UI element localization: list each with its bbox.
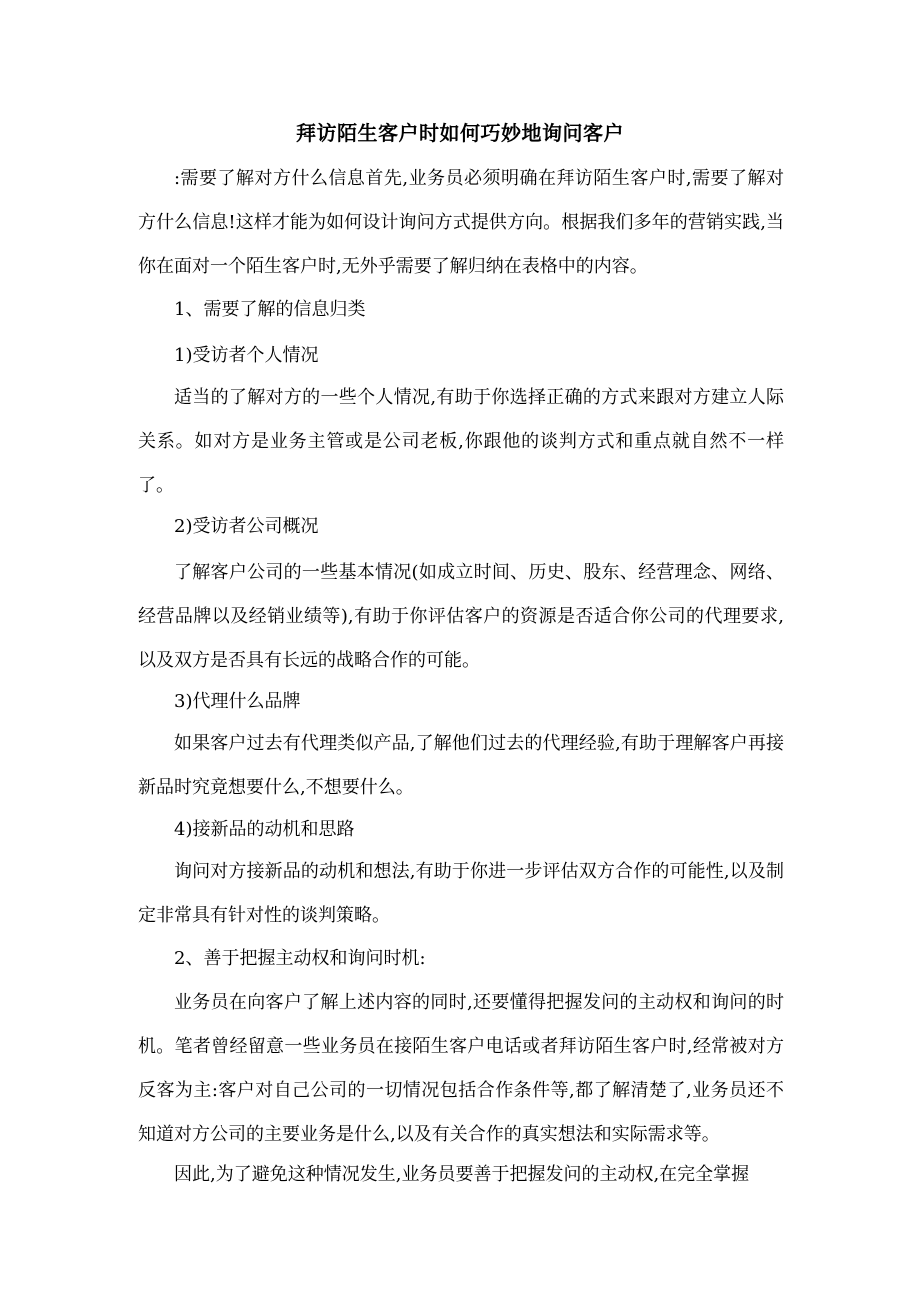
subheading-motivation: 4)接新品的动机和思路 bbox=[174, 819, 355, 840]
intro-paragraph: :需要了解对方什么信息首先,业务员必须明确在拜访陌生客户时,需要了解对方什么信息!这样才能为如何设计询问方式提供方向。根据我们多年的营销实践,当你在面对一个陌生客户时,无外乎需要了解归纳在表格中的内容。 bbox=[138, 168, 784, 277]
subheading-personal-info: 1)受访者个人情况 bbox=[174, 345, 319, 366]
paragraph-brands: 如果客户过去有代理类似产品,了解他们过去的代理经验,有助于理解客户再接新品时究竟想要什么,不想要什么。 bbox=[138, 733, 784, 798]
subheading-company-overview: 2)受访者公司概况 bbox=[174, 516, 319, 537]
paragraph-personal-info: 适当的了解对方的一些个人情况,有助于你选择正确的方式来跟对方建立人际关系。如对方是业务主管或是公司老板,你跟他的谈判方式和重点就自然不一样了。 bbox=[138, 387, 784, 496]
document-title: 拜访陌生客户时如何巧妙地询问客户 bbox=[296, 121, 624, 145]
section-heading-info-categories: 1、需要了解的信息归类 bbox=[174, 299, 366, 320]
paragraph-company-overview: 了解客户公司的一些基本情况(如成立时间、历史、股东、经营理念、网络、经营品牌以及经销业绩等),有助于你评估客户的资源是否适合你公司的代理要求,以及双方是否具有长远的战略合作的可能。 bbox=[138, 562, 784, 671]
paragraph-conclusion: 因此,为了避免这种情况发生,业务员要善于把握发问的主动权,在完全掌握 bbox=[174, 1164, 750, 1185]
section-heading-initiative: 2、善于把握主动权和询问时机: bbox=[174, 948, 426, 969]
paragraph-initiative: 业务员在向客户了解上述内容的同时,还要懂得把握发问的主动权和询问的时机。笔者曾经留意一些业务员在接陌生客户电话或者拜访陌生客户时,经常被对方反客为主:客户对自己公司的一切情况包括合作条件等,都了解清楚了,业务员还不知道对方公司的主要业务是什么,以及有关合作的真实想法和实际需求等。 bbox=[138, 992, 784, 1145]
subheading-brands: 3)代理什么品牌 bbox=[174, 691, 301, 712]
paragraph-motivation: 询问对方接新品的动机和想法,有助于你进一步评估双方合作的可能性,以及制定非常具有针对性的谈判策略。 bbox=[138, 861, 784, 926]
